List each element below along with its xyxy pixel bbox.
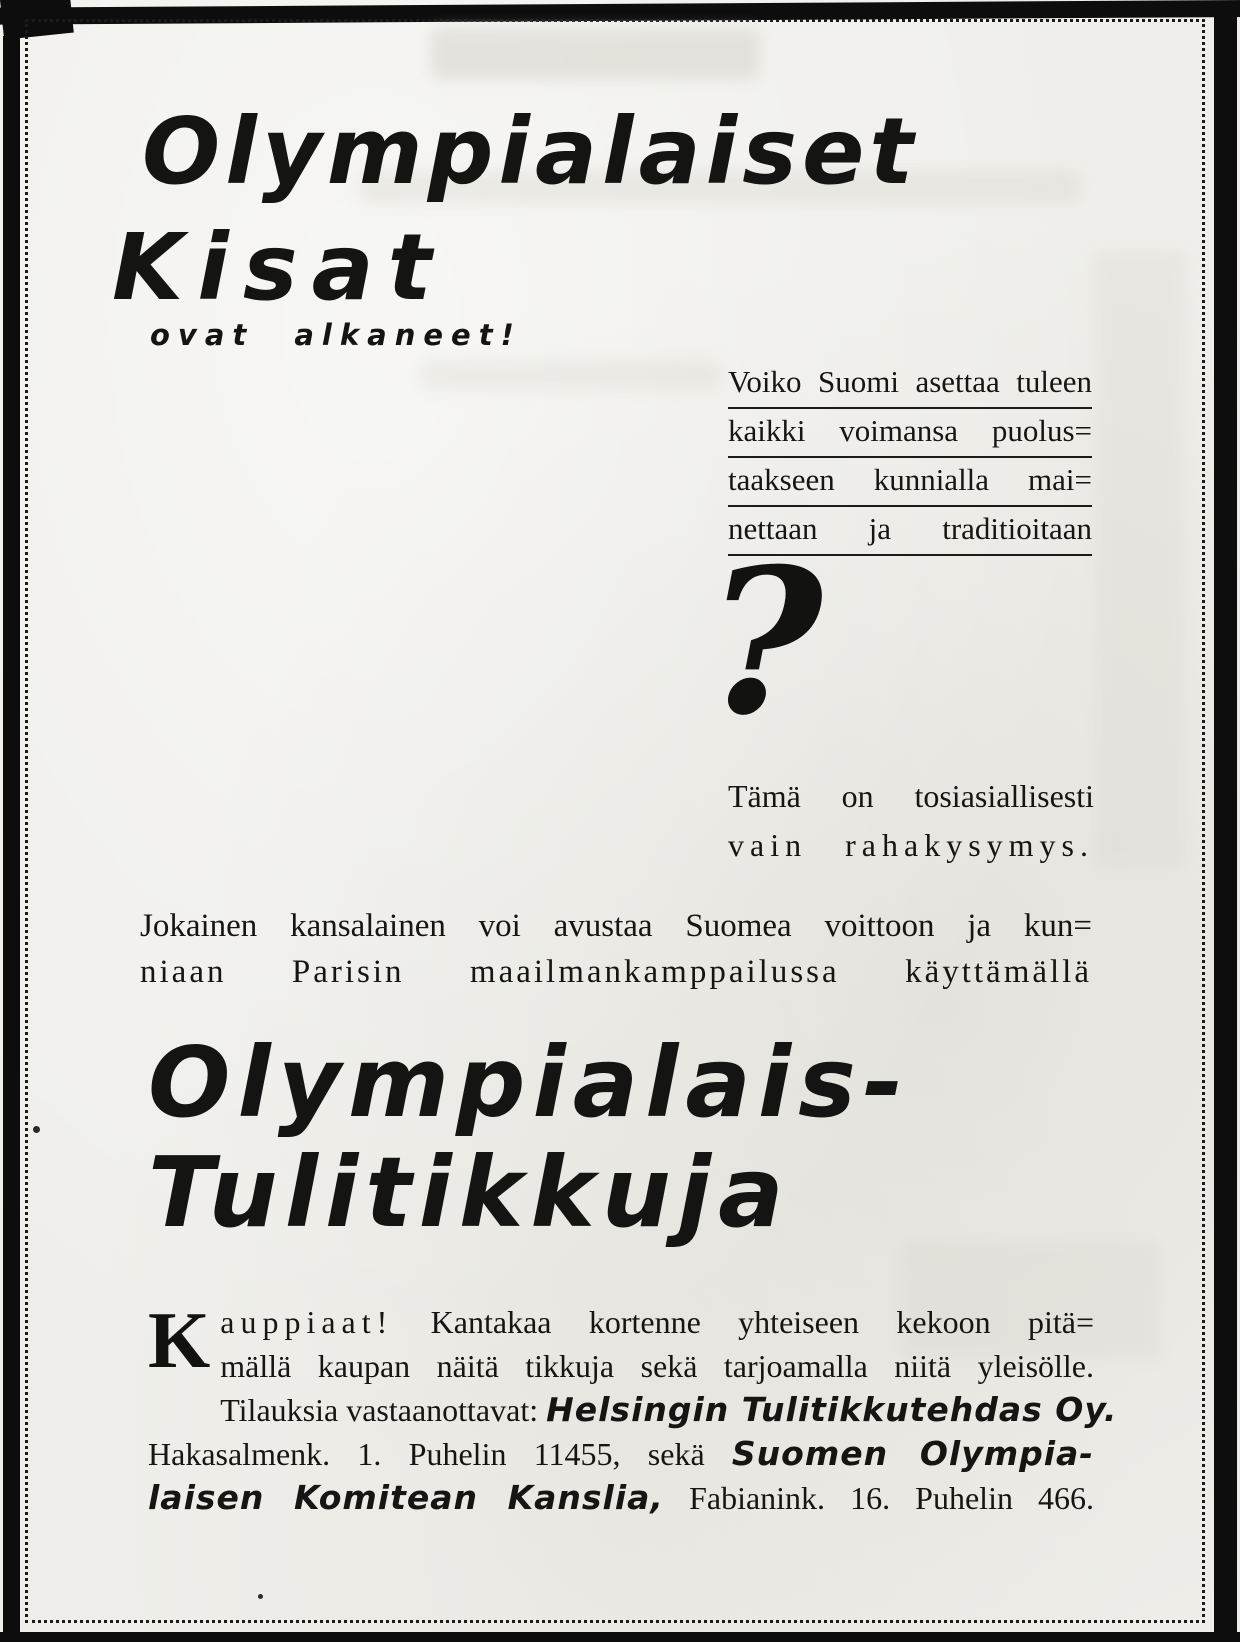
bleed-through-smudge (1095, 250, 1185, 870)
headline-subtitle: ovat alkaneet! (150, 318, 522, 352)
headline-line1: Olympialaiset (142, 98, 919, 205)
answer-block (728, 772, 1094, 870)
footer-paragraph (148, 1297, 1118, 1520)
headline-line2: Kisat (112, 214, 446, 321)
product-title-line2: Tulitikkuja (148, 1136, 791, 1249)
answer-line2: vain rahakysymys. (728, 827, 1094, 863)
question-line: Voiko Suomi asettaa tuleen (728, 364, 1092, 409)
question-line: taakseen kunnialla mai= (728, 462, 1092, 507)
footer-line3 (148, 1388, 1118, 1432)
footer-line1-rest: Kantakaa kortenne yhteiseen kekoon pitä= (430, 1304, 1094, 1340)
scan-edge-left (3, 36, 20, 1636)
question-line: kaikki voimansa puolus= (728, 413, 1092, 458)
footer-line3-company: Helsingin Tulitikkutehdas Oy. (546, 1390, 1118, 1429)
footer-line4-plain: Hakasalmenk. 1. Puhelin 11455, sekä (148, 1436, 705, 1472)
bleed-through-smudge (430, 28, 760, 80)
ink-speck (258, 1594, 263, 1599)
footer-line3-plain: Tilauksia vastaanottavat: (220, 1392, 539, 1428)
footer-line5-company: laisen Komitean Kanslia, (148, 1478, 664, 1517)
footer-line2: mällä kaupan näitä tikkuja sekä tarjoamalla niitä yleisölle. (220, 1348, 1094, 1384)
answer-line1: Tämä on tosiasiallisesti (728, 778, 1094, 814)
footer-line5 (148, 1476, 1094, 1520)
body-paragraph (140, 903, 1092, 995)
scan-edge-right (1214, 8, 1237, 1642)
ink-speck (33, 1126, 40, 1133)
body-line2: niaan Parisin maailmankamppailussa käyttämällä (140, 954, 1092, 990)
footer-word-kauppiaat: auppiaat! (220, 1304, 394, 1340)
footer-line5-plain: Fabianink. 16. Puhelin 466. (689, 1480, 1095, 1516)
big-question-mark: ? (706, 525, 824, 760)
footer-line4-company: Suomen Olympia- (731, 1434, 1095, 1473)
footer-line4 (148, 1432, 1094, 1476)
scan-edge-bottom (0, 1632, 1240, 1642)
body-line1: Jokainen kansalainen voi avustaa Suomea voittoon ja kun= (140, 908, 1092, 944)
footer-line1 (148, 1300, 1094, 1344)
dropcap-k: K (148, 1297, 211, 1385)
bleed-through-smudge (420, 360, 720, 390)
question-line: nettaan ja traditioitaan (728, 511, 1092, 556)
product-title-line1: Olympialais- (148, 1026, 911, 1139)
